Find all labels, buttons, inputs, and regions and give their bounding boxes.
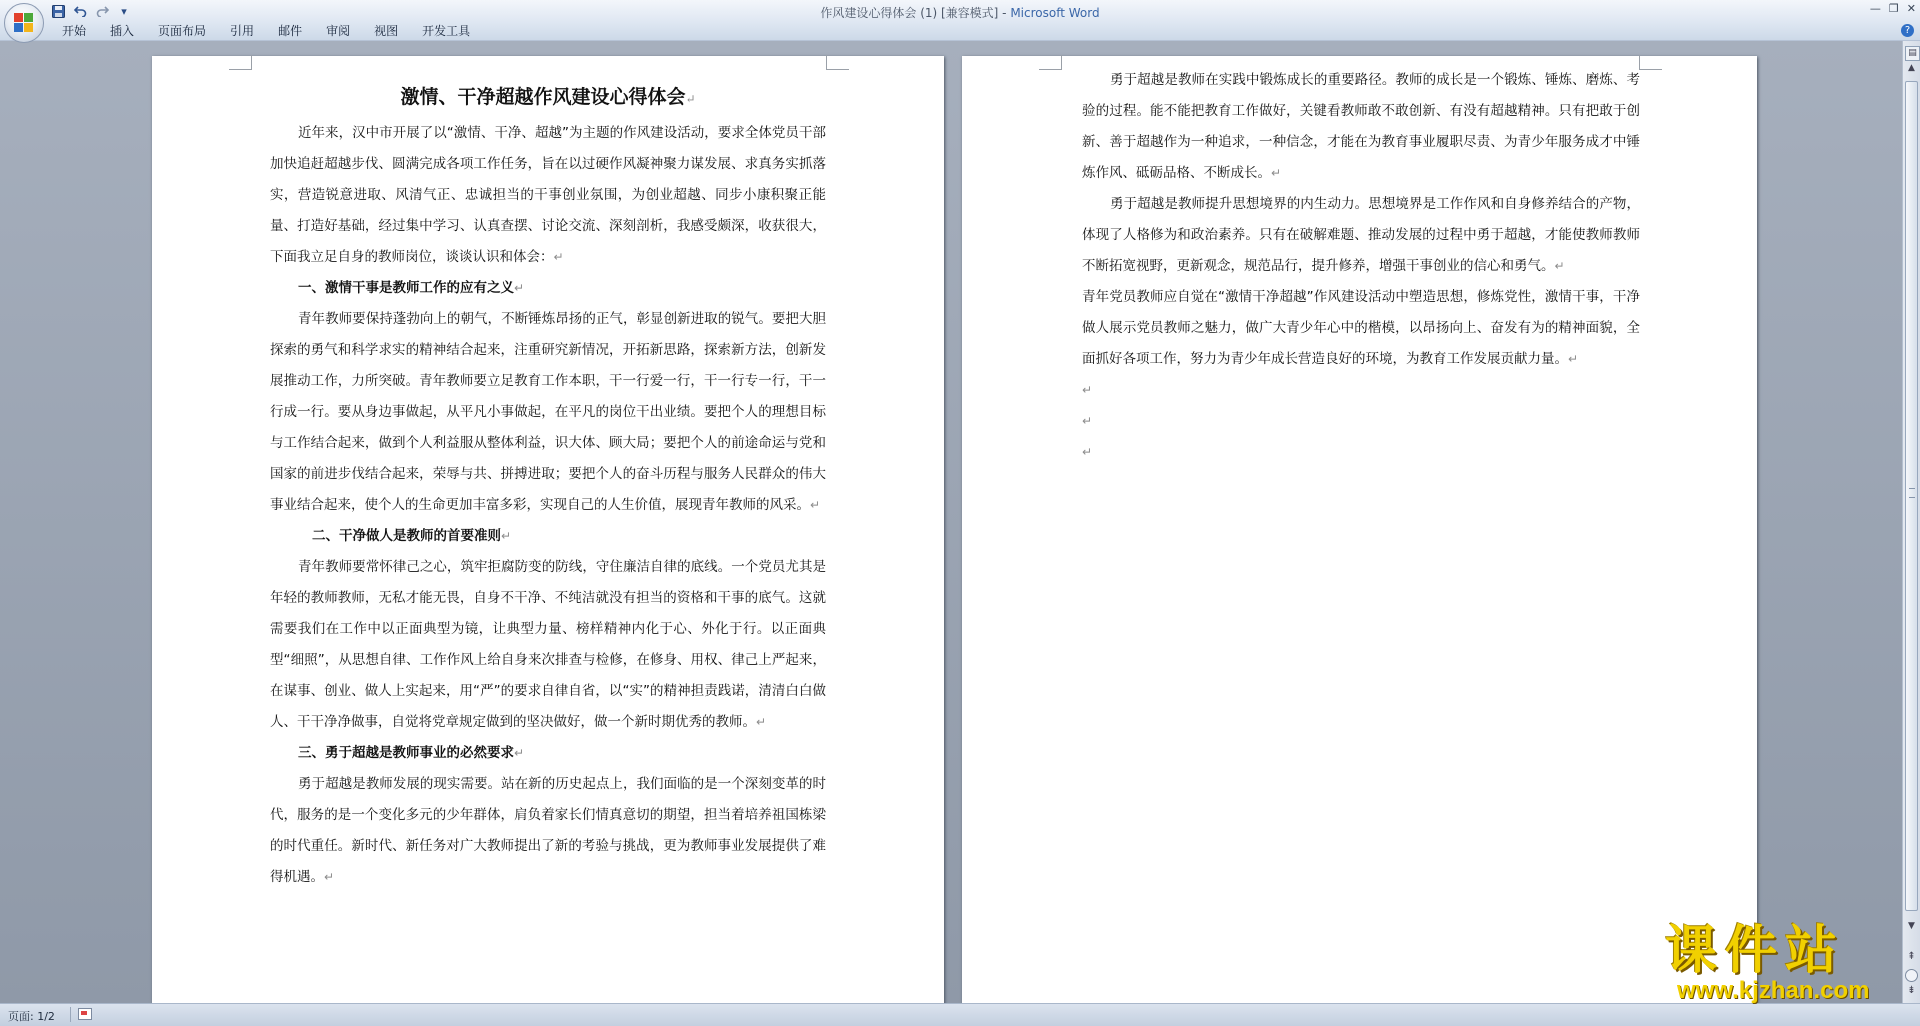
- next-page-icon[interactable]: ⇟: [1907, 985, 1916, 996]
- paragraph: [1082, 65, 1640, 189]
- app-name: Microsoft Word: [1010, 6, 1100, 20]
- status-divider: [70, 1007, 71, 1022]
- document-page-2[interactable]: [962, 56, 1757, 1003]
- vertical-scrollbar[interactable]: [1902, 41, 1920, 1003]
- paragraph: [270, 552, 826, 738]
- ribbon-tabs: [50, 22, 482, 40]
- page-1-text: [270, 80, 826, 893]
- paragraph-text: 勇于超越是教师在实践中锻炼成长的重要路径。教师的成长是一个锻炼、锤炼、磨炼、考验的过程。能不能把教育工作做好，关键看教师敢不敢创新、有没有超越精神。只有把敢于创新、善于超越作为一种追求，一种信念，才能在为教育事业履职尽责、为青少年服务成才中锤炼作风、砥砺品格、不断成长。: [1082, 72, 1640, 181]
- tab-home[interactable]: 开始: [62, 24, 87, 38]
- paragraph-mark: ↵: [324, 870, 335, 884]
- window-controls: [1870, 2, 1916, 15]
- paragraph-text: 勇于超越是教师发展的现实需要。站在新的历史起点上，我们面临的是一个深刻变革的时代，服务的是一个变化多元的少年群体，肩负着家长们情真意切的期望，担当着培养祖国栋梁的时代重任。新时代、新任务对广大教师提出了新的考验与挑战，更为教师事业发展提供了难得机遇。: [270, 776, 826, 885]
- paragraph: [1082, 189, 1640, 282]
- paragraph-text: 青年党员教师应自觉在“激情干净超越”作风建设活动中塑造思想，修炼党性，激情干事，干净做人展示党员教师之魅力，做广大青少年心中的楷模，以昂扬向上、奋发有为的精神面貌，全面抓好各项工作，努力为青少年成长营造良好的环境，为教育工作发展贡献力量。: [1082, 289, 1640, 367]
- paragraph-text: 青年教师要保持蓬勃向上的朝气，不断锤炼昂扬的正气，彰显创新进取的锐气。要把大胆探索的勇气和科学求实的精神结合起来，注重研究新情况，开拓新思路，探索新方法，创新发展推动工作，力所突破。青年教师要立足教育工作本职，干一行爱一行，干一行专一行，干一行成一行。要从身边事做起，从平凡小事做起，在平凡的岗位干出业绩。要把个人的理想目标与工作结合起来，做到个人利益服从整体利益，识大体、顾大局；要把个人的前途命运与党和国家的前进步伐结合起来，荣辱与共、拼搏进取；要把个人的奋斗历程与服务人民群众的伟大事业结合起来，使个人的生命更加丰富多彩，实现自己的人生价值，展现青年教师的风采。: [270, 311, 826, 513]
- document-title: [270, 80, 826, 116]
- document-page-1[interactable]: [152, 56, 944, 1003]
- tab-references[interactable]: 引用: [230, 24, 255, 38]
- scroll-thumb[interactable]: [1905, 81, 1918, 911]
- tab-developer[interactable]: 开发工具: [422, 24, 471, 38]
- paragraph-mark: ↵: [1082, 445, 1093, 459]
- crop-mark: [1039, 55, 1062, 70]
- watermark-logo-text: 课件站: [1665, 920, 1846, 981]
- paragraph-text: 青年教师要常怀律己之心，筑牢拒腐防变的防线，守住廉洁自律的底线。一个党员尤其是年轻的教师教师，无私才能无畏，自身不干净、不纯洁就没有担当的资格和干事的底气。这就需要我们在工作中以正面典型为镜，让典型力量、榜样精神内化于心、外化于行。以正面典型“细照”，从思想自律、工作作风上给自身来次排查与检修，在修身、用权、律己上严起来，在谋事、创业、做人上实起来，用“严”的要求自律自省，以“实”的精神担责践诺，清清白白做人、干干净净做事，自觉将党章规定做到的坚决做好，做一个新时期优秀的教师。: [270, 559, 826, 730]
- window-title: [0, 4, 1920, 21]
- paragraph: [270, 118, 826, 273]
- tab-page-layout[interactable]: 页面布局: [158, 24, 207, 38]
- proofing-icon[interactable]: [78, 1008, 92, 1020]
- section-heading-1: [270, 273, 826, 304]
- tab-insert[interactable]: 插入: [110, 24, 135, 38]
- title-bar: [0, 0, 1920, 22]
- paragraph-mark: ↵: [810, 498, 821, 512]
- paragraph-mark: ↵: [1271, 166, 1282, 180]
- paragraph-mark: ↵: [1082, 383, 1093, 397]
- site-watermark: [1665, 922, 1915, 1004]
- document-name: 作风建设心得体会 (1) [兼容模式] -: [820, 6, 1011, 20]
- watermark-url: www.kjzhan.com: [1677, 977, 1870, 1004]
- crop-mark: [1639, 55, 1662, 70]
- document-title-text: 激情、干净超越作风建设心得体会: [400, 86, 686, 108]
- paragraph-mark: ↵: [1568, 352, 1579, 366]
- paragraph: [1082, 282, 1640, 375]
- scroll-down-arrow-icon[interactable]: ▼: [1908, 921, 1915, 931]
- office-button[interactable]: [4, 3, 44, 43]
- tab-view[interactable]: 视图: [374, 24, 399, 38]
- scroll-up-arrow-icon[interactable]: ▲: [1908, 63, 1915, 73]
- paragraph-mark: ↵: [514, 281, 525, 295]
- paragraph-mark: ↵: [514, 746, 525, 760]
- crop-mark: [826, 55, 849, 70]
- customize-toolbar-button[interactable]: ▾: [121, 4, 127, 18]
- section-heading-text: 三、勇于超越是教师事业的必然要求: [298, 745, 514, 761]
- paragraph-text: 勇于超越是教师提升思想境界的内生动力。思想境界是工作作风和自身修养结合的产物，体现了人格修为和政治素养。只有在破解难题、推动发展的过程中勇于超越，才能使教师教师不断拓宽视野，更新观念，规范品行，提升修养，增强干事创业的信心和勇气。: [1082, 196, 1640, 274]
- office-logo-icon: [14, 13, 34, 33]
- empty-paragraph: [1082, 375, 1640, 406]
- close-button[interactable]: ✕: [1906, 2, 1916, 15]
- view-ruler-icon[interactable]: ▤: [1905, 46, 1920, 61]
- paragraph-mark: ↵: [685, 92, 696, 106]
- previous-page-icon[interactable]: ⇞: [1907, 951, 1916, 962]
- minimize-button[interactable]: —: [1869, 2, 1881, 15]
- paragraph-text: 近年来，汉中市开展了以“激情、干净、超越”为主题的作风建设活动，要求全体党员干部加快追赶超越步伐、圆满完成各项工作任务，旨在以过硬作风凝神聚力谋发展、求真务实抓落实，营造锐意进取、风清气正、忠诚担当的干事创业氛围，为创业超越、同步小康积聚正能量、打造好基础，经过集中学习、认真查摆、讨论交流、深刻剖析，我感受颇深，收获很大，下面我立足自身的教师岗位，谈谈认识和体会：: [270, 125, 826, 265]
- section-heading-text: 一、激情干事是教师工作的应有之义: [298, 280, 514, 296]
- ribbon-tab-bar: [0, 22, 1920, 41]
- document-workspace: [0, 41, 1902, 1003]
- restore-button[interactable]: ❐: [1888, 2, 1899, 15]
- page-indicator[interactable]: 页面: 1/2: [8, 1010, 55, 1023]
- tab-review[interactable]: 审阅: [326, 24, 351, 38]
- paragraph-mark: ↵: [1554, 259, 1565, 273]
- paragraph-mark: ↵: [756, 715, 767, 729]
- crop-mark: [229, 55, 252, 70]
- section-heading-text: 二、干净做人是教师的首要准则: [312, 528, 501, 544]
- paragraph: [270, 769, 826, 893]
- page-2-text: [1082, 65, 1640, 468]
- paragraph-mark: ↵: [501, 529, 512, 543]
- tab-mailings[interactable]: 邮件: [278, 24, 303, 38]
- empty-paragraph: [1082, 437, 1640, 468]
- empty-paragraph: [1082, 406, 1640, 437]
- section-heading-2: [270, 521, 826, 552]
- help-icon[interactable]: ?: [1901, 24, 1914, 37]
- section-heading-3: [270, 738, 826, 769]
- status-bar: [0, 1003, 1920, 1026]
- paragraph-mark: ↵: [1082, 414, 1093, 428]
- paragraph: [270, 304, 826, 521]
- grip-icon: [1909, 488, 1915, 498]
- paragraph-mark: ↵: [553, 250, 564, 264]
